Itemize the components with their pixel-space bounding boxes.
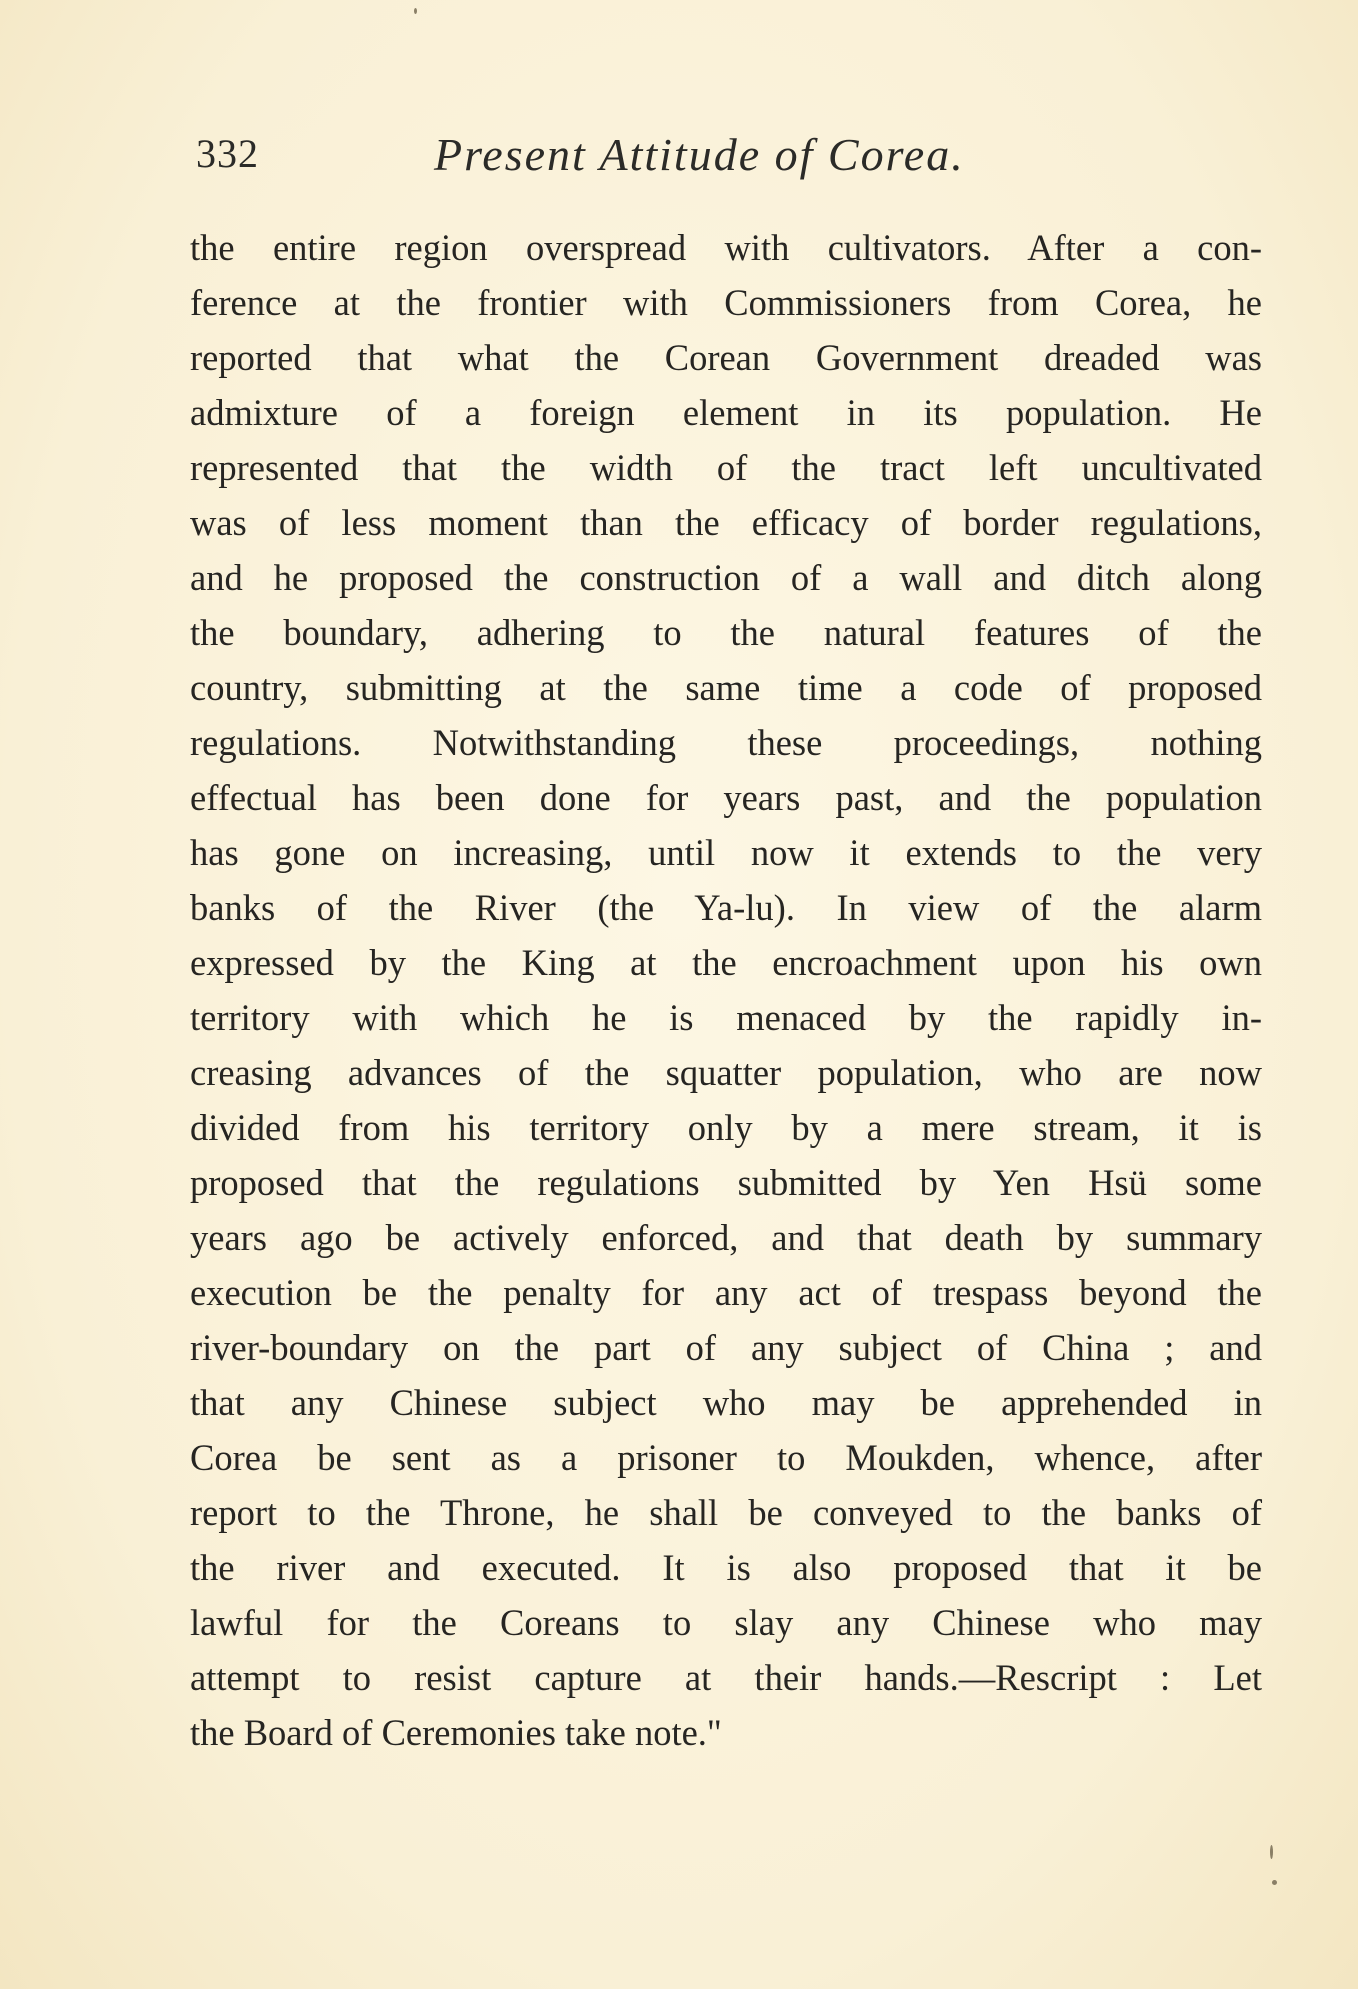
text-line: river-boundary on the part of any subject of China ; and [190, 1327, 1262, 1368]
text-line: the river and executed. It is also proposed that it be [190, 1547, 1262, 1588]
text-line: the entire region overspread with cultivators. After a con- [190, 227, 1262, 268]
text-line: territory with which he is menaced by the rapidly in- [190, 997, 1262, 1038]
text-line: divided from his territory only by a mere stream, it is [190, 1107, 1262, 1148]
text-line: admixture of a foreign element in its population. He [190, 392, 1262, 433]
text-line: was of less moment than the efficacy of border regulations, [190, 502, 1262, 543]
text-line: the Board of Ceremonies take note." [190, 1712, 722, 1753]
paper-speck [1272, 1880, 1277, 1885]
running-title: Present Attitude of Corea. [434, 129, 965, 180]
text-line: banks of the River (the Ya-lu). In view of the alarm [190, 887, 1262, 928]
text-line: creasing advances of the squatter population, who are now [190, 1052, 1262, 1093]
text-line: report to the Throne, he shall be conveyed to the banks of [190, 1492, 1262, 1533]
text-line: attempt to resist capture at their hands.—Rescript : Let [190, 1657, 1262, 1698]
text-line: Corea be sent as a prisoner to Moukden, whence, after [190, 1437, 1262, 1478]
text-line: country, submitting at the same time a code of proposed [190, 667, 1262, 708]
text-line: represented that the width of the tract left uncultivated [190, 447, 1262, 488]
body-text [190, 220, 1262, 1760]
text-line: reported that what the Corean Government dreaded was [190, 337, 1262, 378]
paper-speck [1270, 1845, 1273, 1859]
text-line: effectual has been done for years past, and the population [190, 777, 1262, 818]
text-line: proposed that the regulations submitted by Yen Hsü some [190, 1162, 1262, 1203]
text-line: the boundary, adhering to the natural features of the [190, 612, 1262, 653]
paper-speck [414, 8, 417, 14]
text-line: execution be the penalty for any act of trespass beyond the [190, 1272, 1262, 1313]
text-line: and he proposed the construction of a wall and ditch along [190, 557, 1262, 598]
text-line: that any Chinese subject who may be apprehended in [190, 1382, 1262, 1423]
text-line: has gone on increasing, until now it extends to the very [190, 832, 1262, 873]
text-line: years ago be actively enforced, and that death by summary [190, 1217, 1262, 1258]
text-line: expressed by the King at the encroachment upon his own [190, 942, 1262, 983]
page-number: 332 [196, 131, 259, 176]
text-line: lawful for the Coreans to slay any Chinese who may [190, 1602, 1262, 1643]
text-line: regulations. Notwithstanding these proceedings, nothing [190, 722, 1262, 763]
text-line: ference at the frontier with Commissioners from Corea, he [190, 282, 1262, 323]
page-header [196, 130, 1266, 190]
